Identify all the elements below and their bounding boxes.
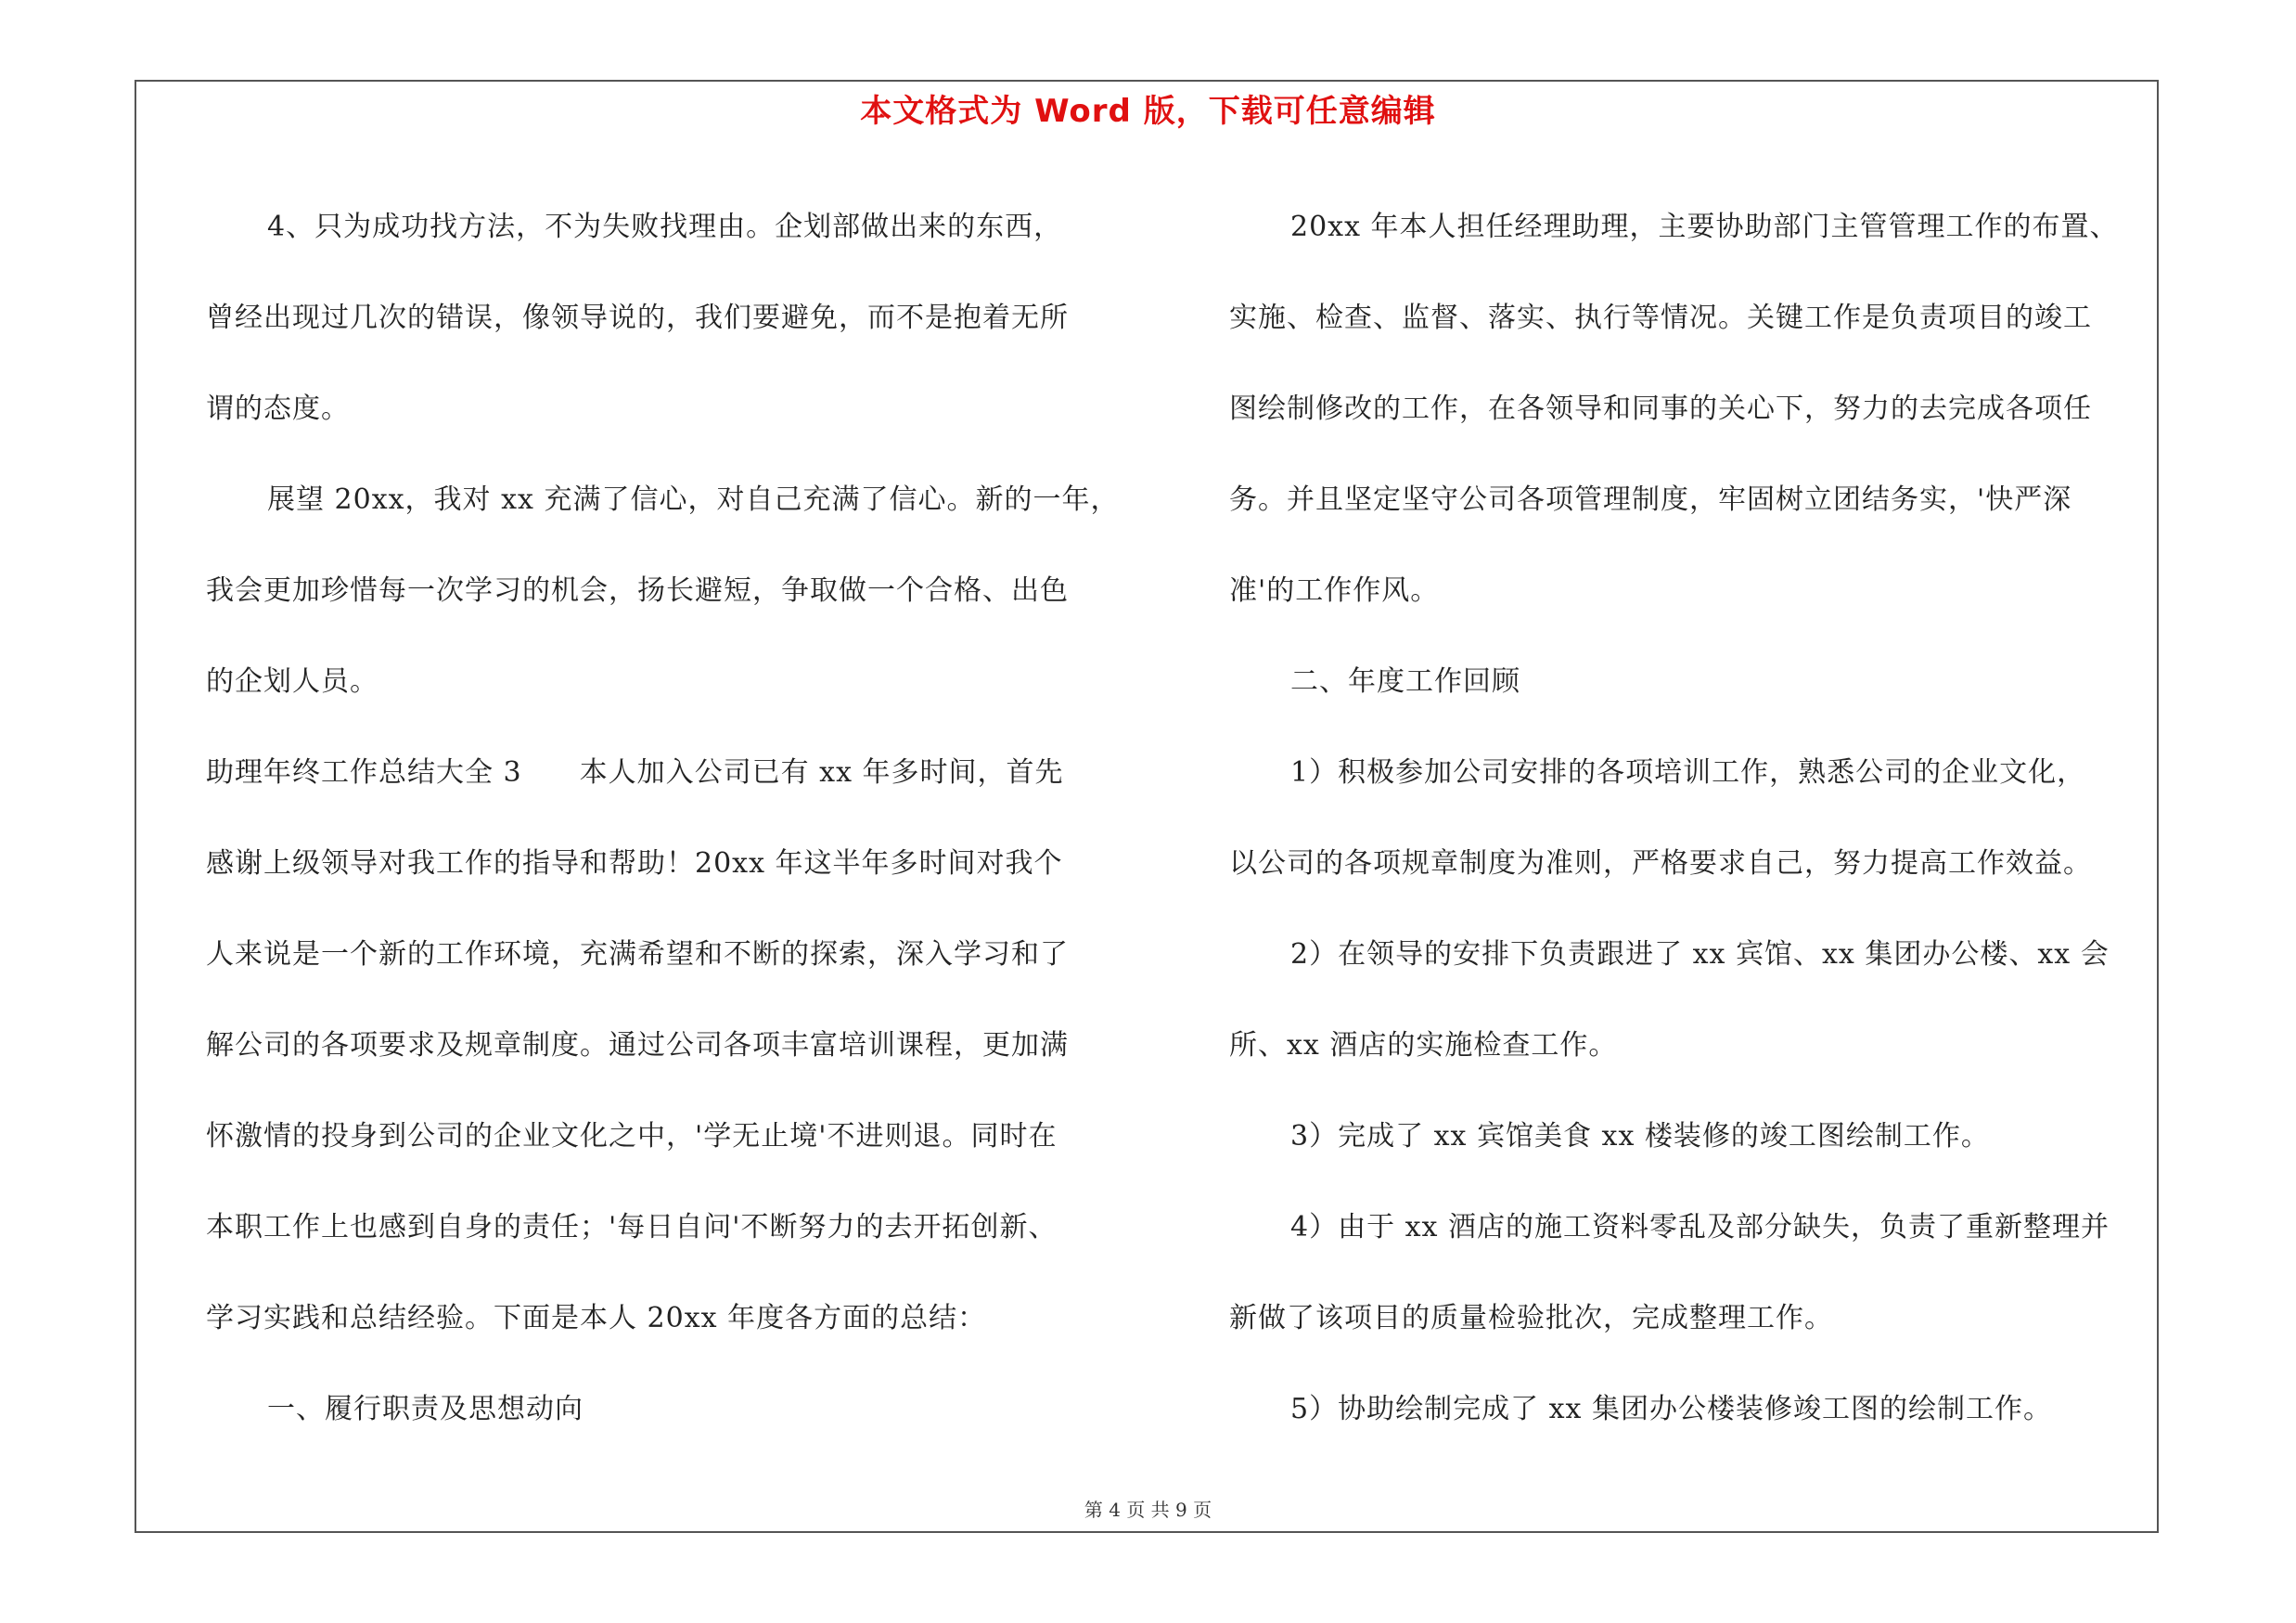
paragraph-line: 人来说是一个新的工作环境，充满希望和不断的探索，深入学习和了 [206, 938, 1069, 971]
list-item-line: 4）由于 xx 酒店的施工资料零乱及部分缺失，负责了重新整理并 [1290, 1211, 2110, 1243]
list-item-line: 以公司的各项规章制度为准则，严格要求自己，努力提高工作效益。 [1229, 847, 2092, 880]
paragraph-line: 4、只为成功找方法，不为失败找理由。企划部做出来的东西， [267, 211, 1063, 243]
paragraph-line: 务。并且坚定坚守公司各项管理制度，牢固树立团结务实，'快严深 [1229, 483, 2072, 516]
list-item-line: 新做了该项目的质量检验批次，完成整理工作。 [1229, 1302, 1833, 1334]
paragraph-line: 谓的态度。 [206, 393, 350, 425]
list-item-line: 5）协助绘制完成了 xx 集团办公楼装修竣工图的绘制工作。 [1290, 1393, 2052, 1425]
paragraph-line: 图绘制修改的工作，在各领导和同事的关心下，努力的去完成各项任 [1229, 393, 2092, 425]
page-number: 第 4 页 共 9 页 [1084, 1499, 1212, 1521]
section-title-line: 助理年终工作总结大全 3 本人加入公司已有 xx 年多时间，首先 [206, 756, 1064, 789]
list-item-line: 2）在领导的安排下负责跟进了 xx 宾馆、xx 集团办公楼、xx 会 [1290, 938, 2110, 971]
heading-line: 一、履行职责及思想动向 [267, 1393, 584, 1425]
paragraph-line: 准'的工作作风。 [1229, 574, 1440, 607]
paragraph-line: 本职工作上也感到自身的责任；'每日自问'不断努力的去开拓创新、 [206, 1211, 1058, 1243]
paragraph-line: 曾经出现过几次的错误，像领导说的，我们要避免，而不是抱着无所 [206, 302, 1069, 334]
paragraph-line: 我会更加珍惜每一次学习的机会，扬长避短，争取做一个合格、出色 [206, 574, 1069, 607]
left-column [206, 182, 1134, 1455]
list-item-line: 1）积极参加公司安排的各项培训工作，熟悉公司的企业文化， [1290, 756, 2086, 789]
paragraph-line: 实施、检查、监督、落实、执行等情况。关键工作是负责项目的竣工 [1229, 302, 2092, 334]
heading-line: 二、年度工作回顾 [1290, 665, 1520, 698]
paragraph-line: 感谢上级领导对我工作的指导和帮助！20xx 年这半年多时间对我个 [206, 847, 1063, 880]
paragraph-line: 怀激情的投身到公司的企业文化之中，'学无止境'不进则退。同时在 [206, 1120, 1058, 1153]
format-banner: 本文格式为 Word 版，下载可任意编辑 [860, 93, 1436, 130]
paragraph-line: 展望 20xx，我对 xx 充满了信心，对自己充满了信心。新的一年， [267, 483, 1120, 516]
paragraph-line: 的企划人员。 [206, 665, 378, 698]
paragraph-line: 20xx 年本人担任经理助理，主要协助部门主管管理工作的布置、 [1290, 211, 2119, 243]
list-item-line: 3）完成了 xx 宾馆美食 xx 楼装修的竣工图绘制工作。 [1290, 1120, 1990, 1153]
paragraph-line: 学习实践和总结经验。下面是本人 20xx 年度各方面的总结： [206, 1302, 987, 1334]
right-column [1229, 182, 2166, 1455]
paragraph-line: 解公司的各项要求及规章制度。通过公司各项丰富培训课程，更加满 [206, 1029, 1069, 1062]
list-item-line: 所、xx 酒店的实施检查工作。 [1229, 1029, 1618, 1062]
